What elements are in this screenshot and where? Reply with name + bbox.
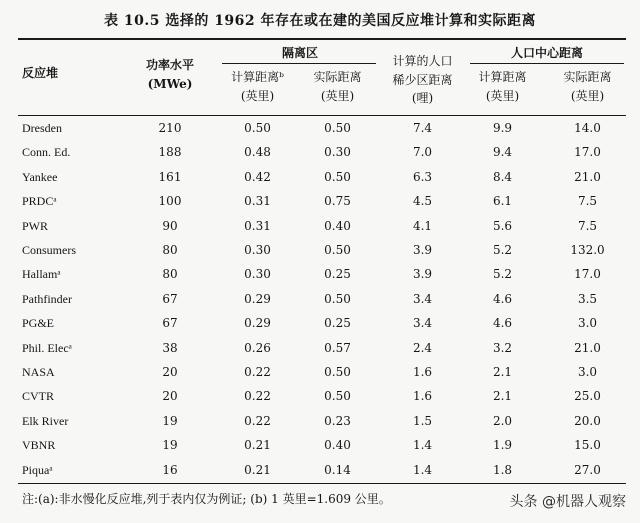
table-cell-pc-calc: 1.9 bbox=[492, 438, 513, 452]
table-cell-ez-calc: 0.21 bbox=[244, 463, 271, 477]
table-cell-ez-calc: 0.31 bbox=[244, 194, 271, 208]
table-cell-name: Conn. Ed. bbox=[22, 145, 71, 159]
header-pop-center: 人口中心距离 bbox=[510, 46, 583, 60]
table-cell-pc-actual: 21.0 bbox=[574, 170, 601, 184]
table-cell-pc-calc: 4.6 bbox=[492, 316, 513, 330]
table-cell-name: Pathfinder bbox=[22, 292, 72, 306]
footnote: 注:(a):非水慢化反应堆,列于表内仅为例证; (b) 1 英里=1.609 公里。 bbox=[22, 492, 391, 506]
table-cell-pc-actual: 25.0 bbox=[574, 389, 601, 403]
table-cell-pc-calc: 2.1 bbox=[492, 389, 513, 403]
top-rule bbox=[18, 38, 626, 40]
table-cell-pc-actual: 15.0 bbox=[574, 438, 601, 452]
table-cell-name: CVTR bbox=[22, 389, 55, 403]
table-cell-lpz: 2.4 bbox=[412, 341, 433, 355]
table-cell-ez-calc: 0.22 bbox=[244, 389, 271, 403]
table-cell-lpz: 4.1 bbox=[412, 219, 433, 233]
table-cell-ez-actual: 0.57 bbox=[324, 341, 351, 355]
table-cell-ez-actual: 0.23 bbox=[324, 414, 351, 428]
table-cell-name: Consumers bbox=[22, 243, 76, 257]
table-cell-lpz: 1.5 bbox=[412, 414, 433, 428]
table-cell-pc-actual: 27.0 bbox=[574, 463, 601, 477]
table-cell-ez-actual: 0.50 bbox=[324, 121, 351, 135]
table-cell-pc-calc: 5.2 bbox=[492, 243, 513, 257]
table-cell-pc-calc: 2.0 bbox=[492, 414, 513, 428]
table-cell-lpz: 1.4 bbox=[412, 463, 433, 477]
table-cell-power: 16 bbox=[162, 463, 178, 477]
table-cell-lpz: 7.4 bbox=[412, 121, 433, 135]
table-cell-lpz: 3.9 bbox=[412, 267, 433, 281]
table-cell-pc-actual: 3.5 bbox=[577, 292, 598, 306]
table-cell-lpz: 7.0 bbox=[412, 145, 433, 159]
table-cell-name: PRDCᵃ bbox=[22, 194, 57, 208]
table-cell-power: 161 bbox=[158, 170, 182, 184]
table-cell-lpz: 1.4 bbox=[412, 438, 433, 452]
table-cell-pc-calc: 5.6 bbox=[492, 219, 513, 233]
table-cell-pc-calc: 3.2 bbox=[492, 341, 513, 355]
table-cell-power: 210 bbox=[158, 121, 182, 135]
table-cell-name: NASA bbox=[22, 365, 55, 379]
table-cell-pc-calc: 4.6 bbox=[492, 292, 513, 306]
table-cell-ez-calc: 0.29 bbox=[244, 316, 271, 330]
table-cell-lpz: 4.5 bbox=[412, 194, 433, 208]
table-cell-pc-actual: 3.0 bbox=[577, 365, 598, 379]
table-cell-pc-actual: 17.0 bbox=[574, 267, 601, 281]
exclusion-zone-rule bbox=[222, 63, 376, 64]
table-cell-ez-calc: 0.30 bbox=[244, 243, 271, 257]
table-cell-pc-actual: 21.0 bbox=[574, 341, 601, 355]
table-cell-ez-calc: 0.26 bbox=[244, 341, 271, 355]
table-cell-lpz: 3.9 bbox=[412, 243, 433, 257]
table-cell-pc-calc: 9.9 bbox=[492, 121, 513, 135]
table-cell-pc-calc: 6.1 bbox=[492, 194, 513, 208]
table-cell-pc-actual: 20.0 bbox=[574, 414, 601, 428]
table-cell-ez-actual: 0.50 bbox=[324, 365, 351, 379]
table-cell-power: 20 bbox=[162, 365, 178, 379]
table-cell-pc-actual: 17.0 bbox=[574, 145, 601, 159]
table-cell-pc-actual: 7.5 bbox=[577, 219, 598, 233]
table-cell-ez-calc: 0.50 bbox=[244, 121, 271, 135]
table-cell-power: 67 bbox=[162, 292, 178, 306]
table-cell-power: 67 bbox=[162, 316, 178, 330]
table-cell-name: Piquaᵃ bbox=[22, 463, 53, 477]
table-cell-ez-actual: 0.14 bbox=[324, 463, 351, 477]
table-cell-name: Hallamᵃ bbox=[22, 267, 61, 281]
bottom-rule bbox=[18, 483, 626, 484]
header-ez-calc: 计算距离ᵇ (英里) bbox=[231, 70, 284, 103]
table-cell-lpz: 3.4 bbox=[412, 292, 433, 306]
table-cell-pc-calc: 1.8 bbox=[492, 463, 513, 477]
table-cell-power: 80 bbox=[162, 243, 178, 257]
header-pc-actual: 实际距离 (英里) bbox=[563, 70, 612, 103]
table-cell-ez-actual: 0.30 bbox=[324, 145, 351, 159]
table-cell-name: Yankee bbox=[22, 170, 58, 184]
table-cell-lpz: 6.3 bbox=[412, 170, 433, 184]
table-cell-power: 20 bbox=[162, 389, 178, 403]
table-cell-power: 90 bbox=[162, 219, 178, 233]
table-cell-ez-actual: 0.40 bbox=[324, 438, 351, 452]
table-cell-pc-calc: 9.4 bbox=[492, 145, 513, 159]
table-title: 表 10.5 选择的 1962 年存在或在建的美国反应堆计算和实际距离 bbox=[103, 13, 537, 29]
table-cell-ez-actual: 0.50 bbox=[324, 170, 351, 184]
table-cell-ez-actual: 0.25 bbox=[324, 267, 351, 281]
header-ez-actual: 实际距离 (英里) bbox=[313, 70, 362, 103]
table-cell-ez-actual: 0.25 bbox=[324, 316, 351, 330]
table-cell-pc-calc: 2.1 bbox=[492, 365, 513, 379]
table-cell-name: VBNR bbox=[22, 438, 56, 452]
table-cell-name: Elk River bbox=[22, 414, 69, 428]
table-cell-ez-calc: 0.22 bbox=[244, 365, 271, 379]
table-cell-ez-calc: 0.30 bbox=[244, 267, 271, 281]
table-cell-ez-actual: 0.50 bbox=[324, 292, 351, 306]
table-cell-pc-calc: 8.4 bbox=[492, 170, 513, 184]
table-cell-power: 188 bbox=[158, 145, 182, 159]
table-cell-lpz: 1.6 bbox=[412, 365, 433, 379]
watermark: 头条 @机器人观察 bbox=[509, 494, 626, 510]
table-cell-ez-calc: 0.21 bbox=[244, 438, 271, 452]
header-power: 功率水平 (MWe) bbox=[145, 58, 194, 91]
table-cell-power: 19 bbox=[162, 438, 178, 452]
table-cell-ez-calc: 0.29 bbox=[244, 292, 271, 306]
table-cell-ez-actual: 0.50 bbox=[324, 243, 351, 257]
header-reactor: 反应堆 bbox=[22, 66, 59, 80]
table-cell-name: Phil. Elecᵃ bbox=[22, 341, 72, 355]
header-pc-calc: 计算距离 (英里) bbox=[478, 70, 527, 103]
table-cell-pc-actual: 7.5 bbox=[577, 194, 598, 208]
table-cell-ez-calc: 0.48 bbox=[244, 145, 271, 159]
table-cell-lpz: 3.4 bbox=[412, 316, 433, 330]
table-cell-ez-actual: 0.50 bbox=[324, 389, 351, 403]
table-cell-lpz: 1.6 bbox=[412, 389, 433, 403]
table-cell-ez-calc: 0.42 bbox=[244, 170, 271, 184]
table-cell-ez-actual: 0.40 bbox=[324, 219, 351, 233]
pop-center-rule bbox=[470, 63, 624, 64]
table-cell-pc-actual: 3.0 bbox=[577, 316, 598, 330]
table-cell-ez-calc: 0.31 bbox=[244, 219, 271, 233]
table-cell-ez-calc: 0.22 bbox=[244, 414, 271, 428]
table-cell-power: 100 bbox=[158, 194, 182, 208]
header-lpz: 计算的人口 稀少区距离 (哩) bbox=[392, 54, 453, 106]
table-cell-name: Dresden bbox=[22, 121, 62, 135]
table-cell-pc-actual: 14.0 bbox=[574, 121, 601, 135]
table-cell-name: PG&E bbox=[22, 316, 55, 330]
header-exclusion-zone: 隔离区 bbox=[281, 46, 318, 60]
table-cell-name: PWR bbox=[22, 219, 49, 233]
table-cell-ez-actual: 0.75 bbox=[324, 194, 351, 208]
table-cell-power: 80 bbox=[162, 267, 178, 281]
table-cell-power: 19 bbox=[162, 414, 178, 428]
table-cell-pc-actual: 132.0 bbox=[570, 243, 605, 257]
table-cell-pc-calc: 5.2 bbox=[492, 267, 513, 281]
table-cell-power: 38 bbox=[162, 341, 178, 355]
